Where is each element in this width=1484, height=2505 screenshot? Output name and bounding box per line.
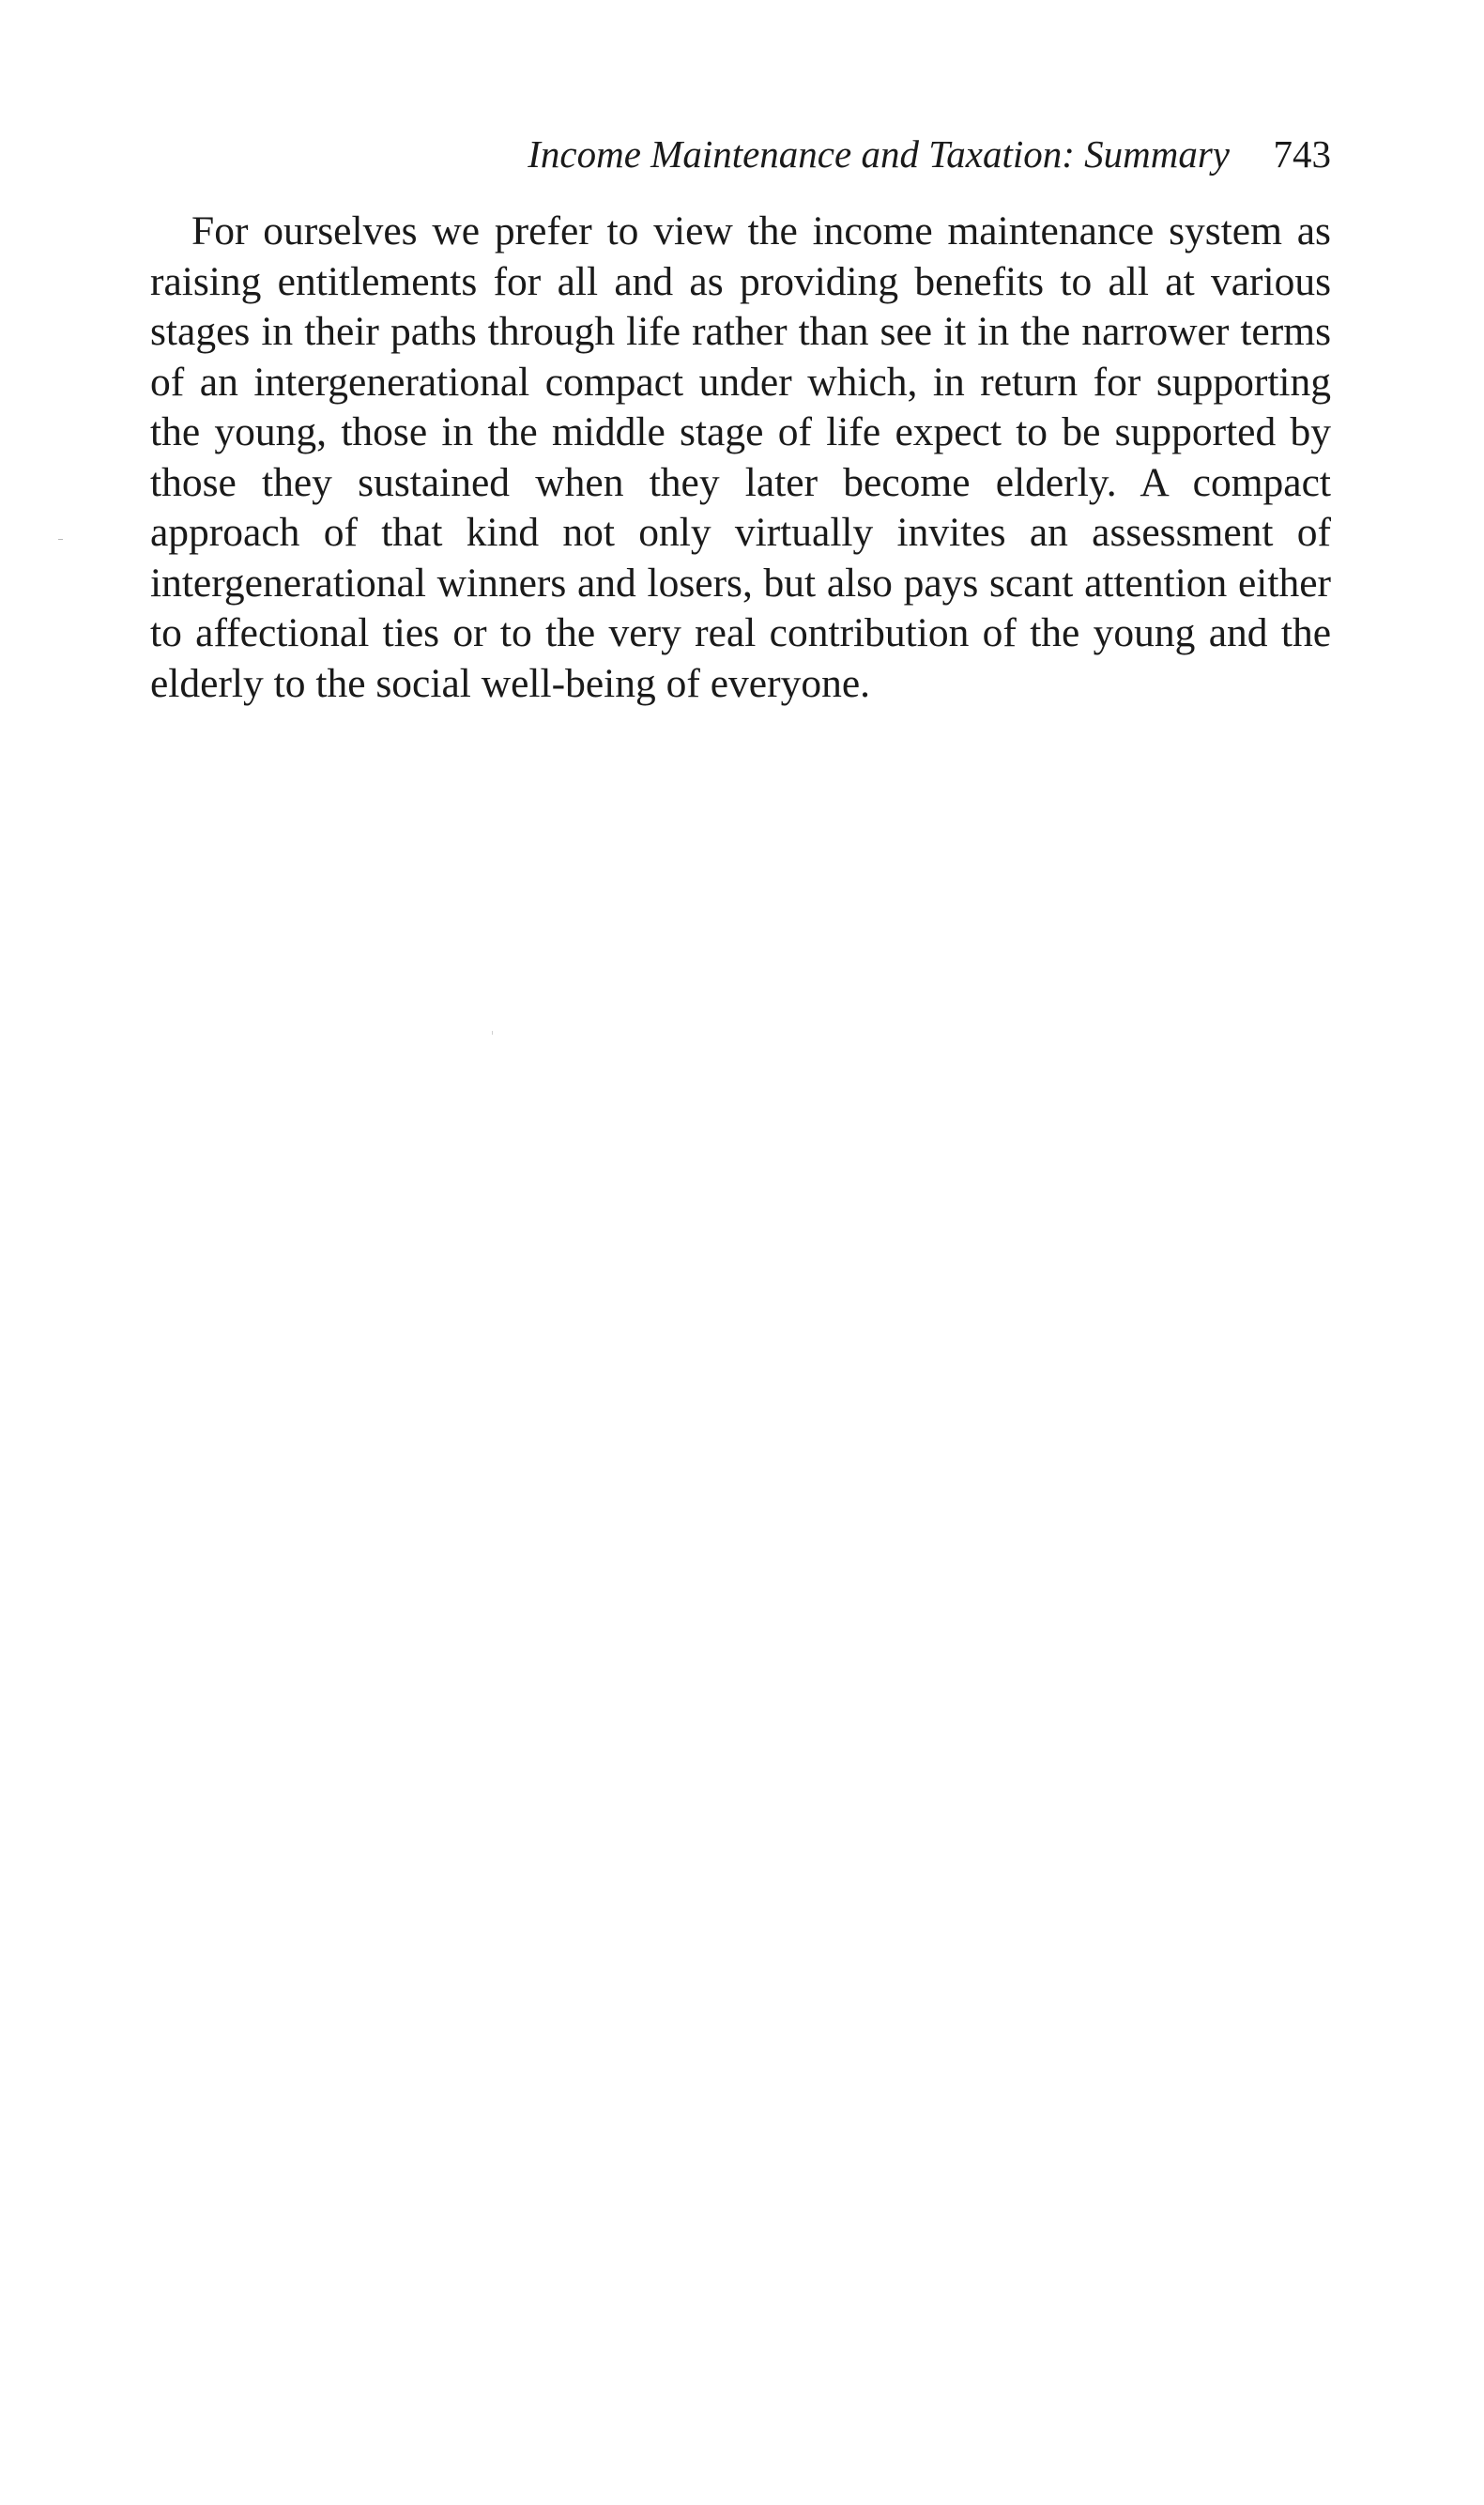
margin-mark: [58, 539, 63, 540]
page-number: 743: [1273, 132, 1331, 176]
running-title: Income Maintenance and Taxation: Summary: [528, 132, 1230, 176]
scan-speck: [492, 1031, 493, 1035]
running-head: [150, 128, 1331, 180]
body-paragraph: For ourselves we prefer to view the income maintenance system as raising entitlements for all and as providing benefits to all at various stages in their paths through life rather than see it in the narrower terms of an intergenerational compact under which, in return for supporting the young, those in the middle stage of life expect to be supported by those they sustained when they later become elderly. A compact approach of that kind not only virtually invites an assessment of intergenerational winners and losers, but also pays scant attention either to affectional ties or to the very real contribution of the young and the elderly to the social well-being of everyone.: [150, 208, 1331, 706]
